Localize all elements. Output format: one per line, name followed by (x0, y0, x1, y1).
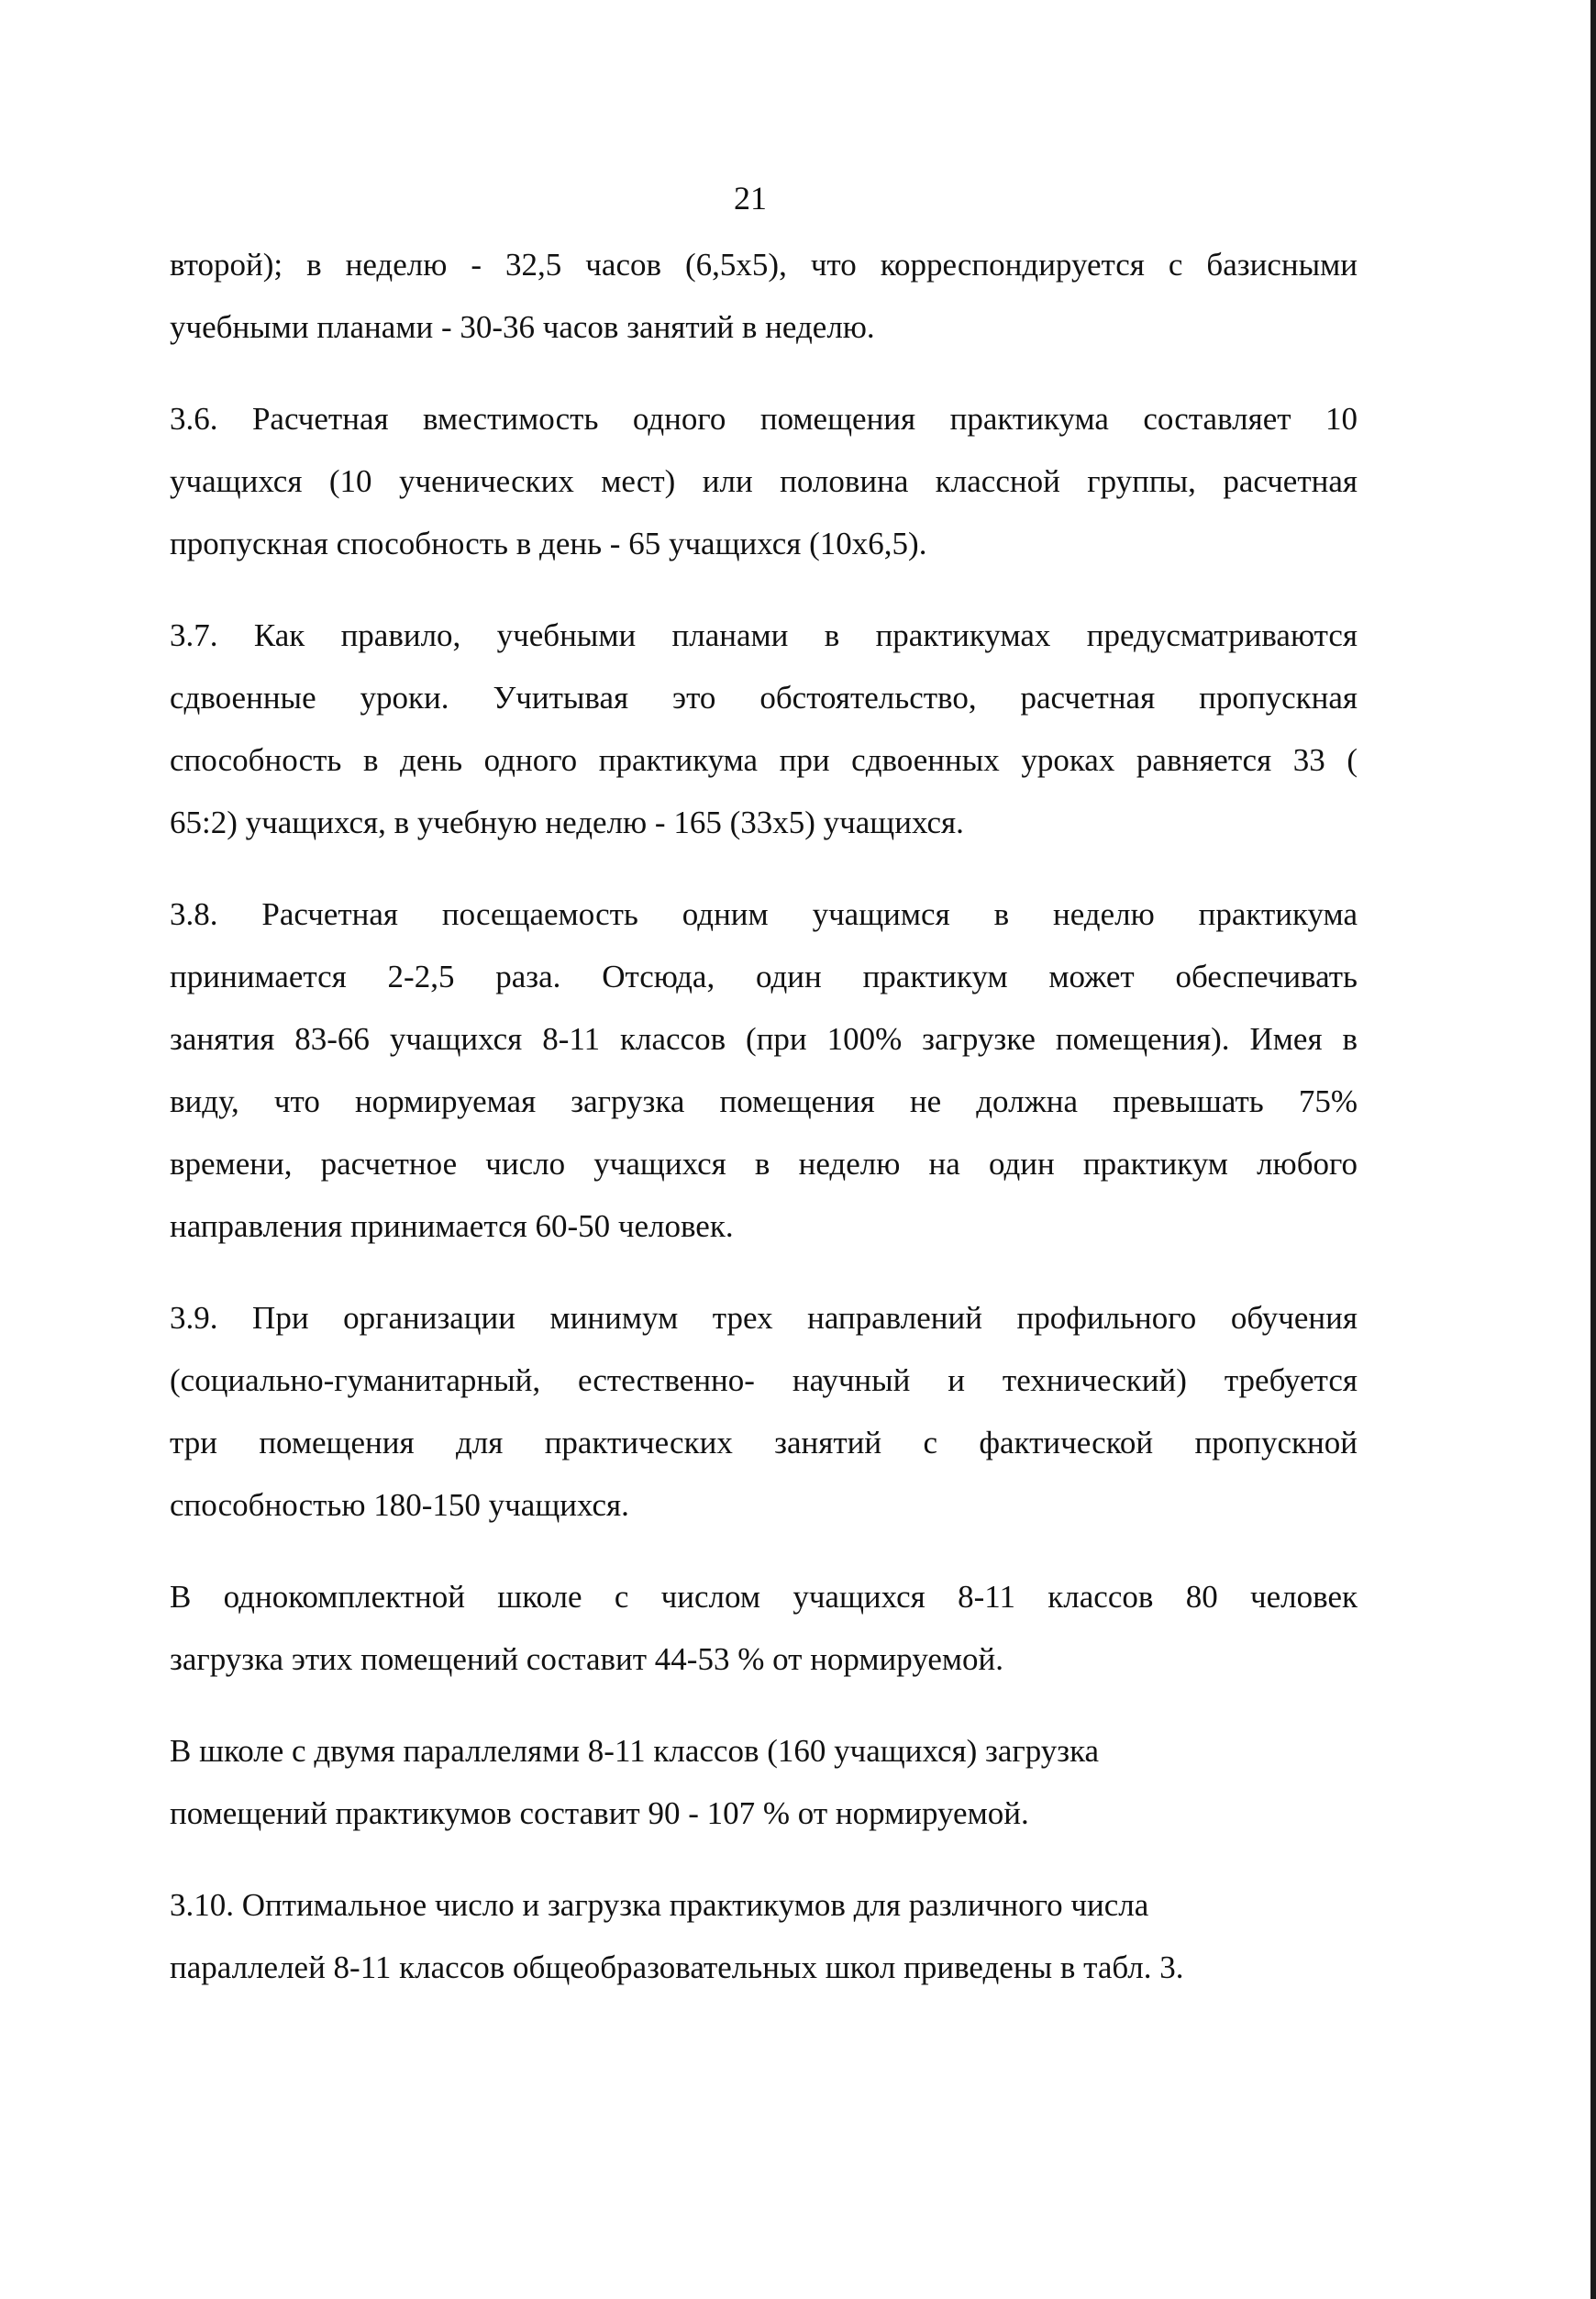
paragraph-line: (социально-гуманитарный, естественно- научный и технический) требуется (170, 1362, 1358, 1398)
paragraph-line: сдвоенные уроки. Учитывая это обстоятельство, расчетная пропускная (170, 680, 1358, 716)
paragraph-line: помещений практикумов составит 90 - 107 % от нормируемой. (170, 1795, 1029, 1831)
paragraph-two-parallels-school (170, 1720, 1358, 1845)
paragraph-line: занятия 83-66 учащихся 8-11 классов (при 100% загрузке помещения). Имея в (170, 1021, 1358, 1057)
paragraph-3-7 (170, 605, 1358, 854)
paragraph-3-10 (170, 1874, 1358, 1999)
paragraph-3-9 (170, 1287, 1358, 1537)
paragraph-line: 65:2) учащихся, в учебную неделю - 165 (33x5) учащихся. (170, 805, 964, 840)
paragraph-single-set-school (170, 1566, 1358, 1691)
page-number: 21 (734, 180, 767, 217)
paragraph-line: виду, что нормируемая загрузка помещения не должна превышать 75% (170, 1083, 1358, 1119)
paragraph-line: три помещения для практических занятий с фактической пропускной (170, 1425, 1358, 1460)
paragraph-line: 3.10. Оптимальное число и загрузка практикумов для различного числа (170, 1887, 1149, 1923)
paragraph-line: учащихся (10 ученических мест) или половина классной группы, расчетная (170, 463, 1358, 499)
paragraph-line: принимается 2-2,5 раза. Отсюда, один практикум может обеспечивать (170, 959, 1358, 994)
paragraph-3-6 (170, 388, 1358, 575)
paragraph-line: 3.7. Как правило, учебными планами в практикумах предусматриваются (170, 617, 1358, 653)
paragraph-line: способность в день одного практикума при сдвоенных уроках равняется 33 ( (170, 742, 1358, 778)
paragraph-3-8 (170, 883, 1358, 1258)
paragraph-line: 3.9. При организации минимум трех направлений профильного обучения (170, 1300, 1358, 1336)
paragraph-line: направления принимается 60-50 человек. (170, 1208, 734, 1244)
paragraph-continuation (170, 234, 1358, 359)
paragraph-line: параллелей 8-11 классов общеобразовательных школ приведены в табл. 3. (170, 1949, 1184, 1985)
paragraph-line: пропускная способность в день - 65 учащихся (10x6,5). (170, 526, 927, 561)
paragraph-line: загрузка этих помещений составит 44-53 % от нормируемой. (170, 1641, 1004, 1677)
paragraph-line: 3.6. Расчетная вместимость одного помещения практикума составляет 10 (170, 401, 1358, 437)
page-edge-border (1590, 0, 1596, 2299)
paragraph-line: 3.8. Расчетная посещаемость одним учащимся в неделю практикума (170, 896, 1358, 932)
paragraph-line: учебными планами - 30-36 часов занятий в неделю. (170, 309, 875, 345)
paragraph-line: В школе с двумя параллелями 8-11 классов (160 учащихся) загрузка (170, 1733, 1100, 1769)
paragraph-line: времени, расчетное число учащихся в неделю на один практикум любого (170, 1146, 1358, 1182)
document-body (170, 234, 1358, 2028)
paragraph-line: способностью 180-150 учащихся. (170, 1487, 629, 1523)
paragraph-line: второй); в неделю - 32,5 часов (6,5x5), что корреспондируется с базисными (170, 247, 1358, 283)
paragraph-line: В однокомплектной школе с числом учащихся 8-11 классов 80 человек (170, 1579, 1358, 1615)
